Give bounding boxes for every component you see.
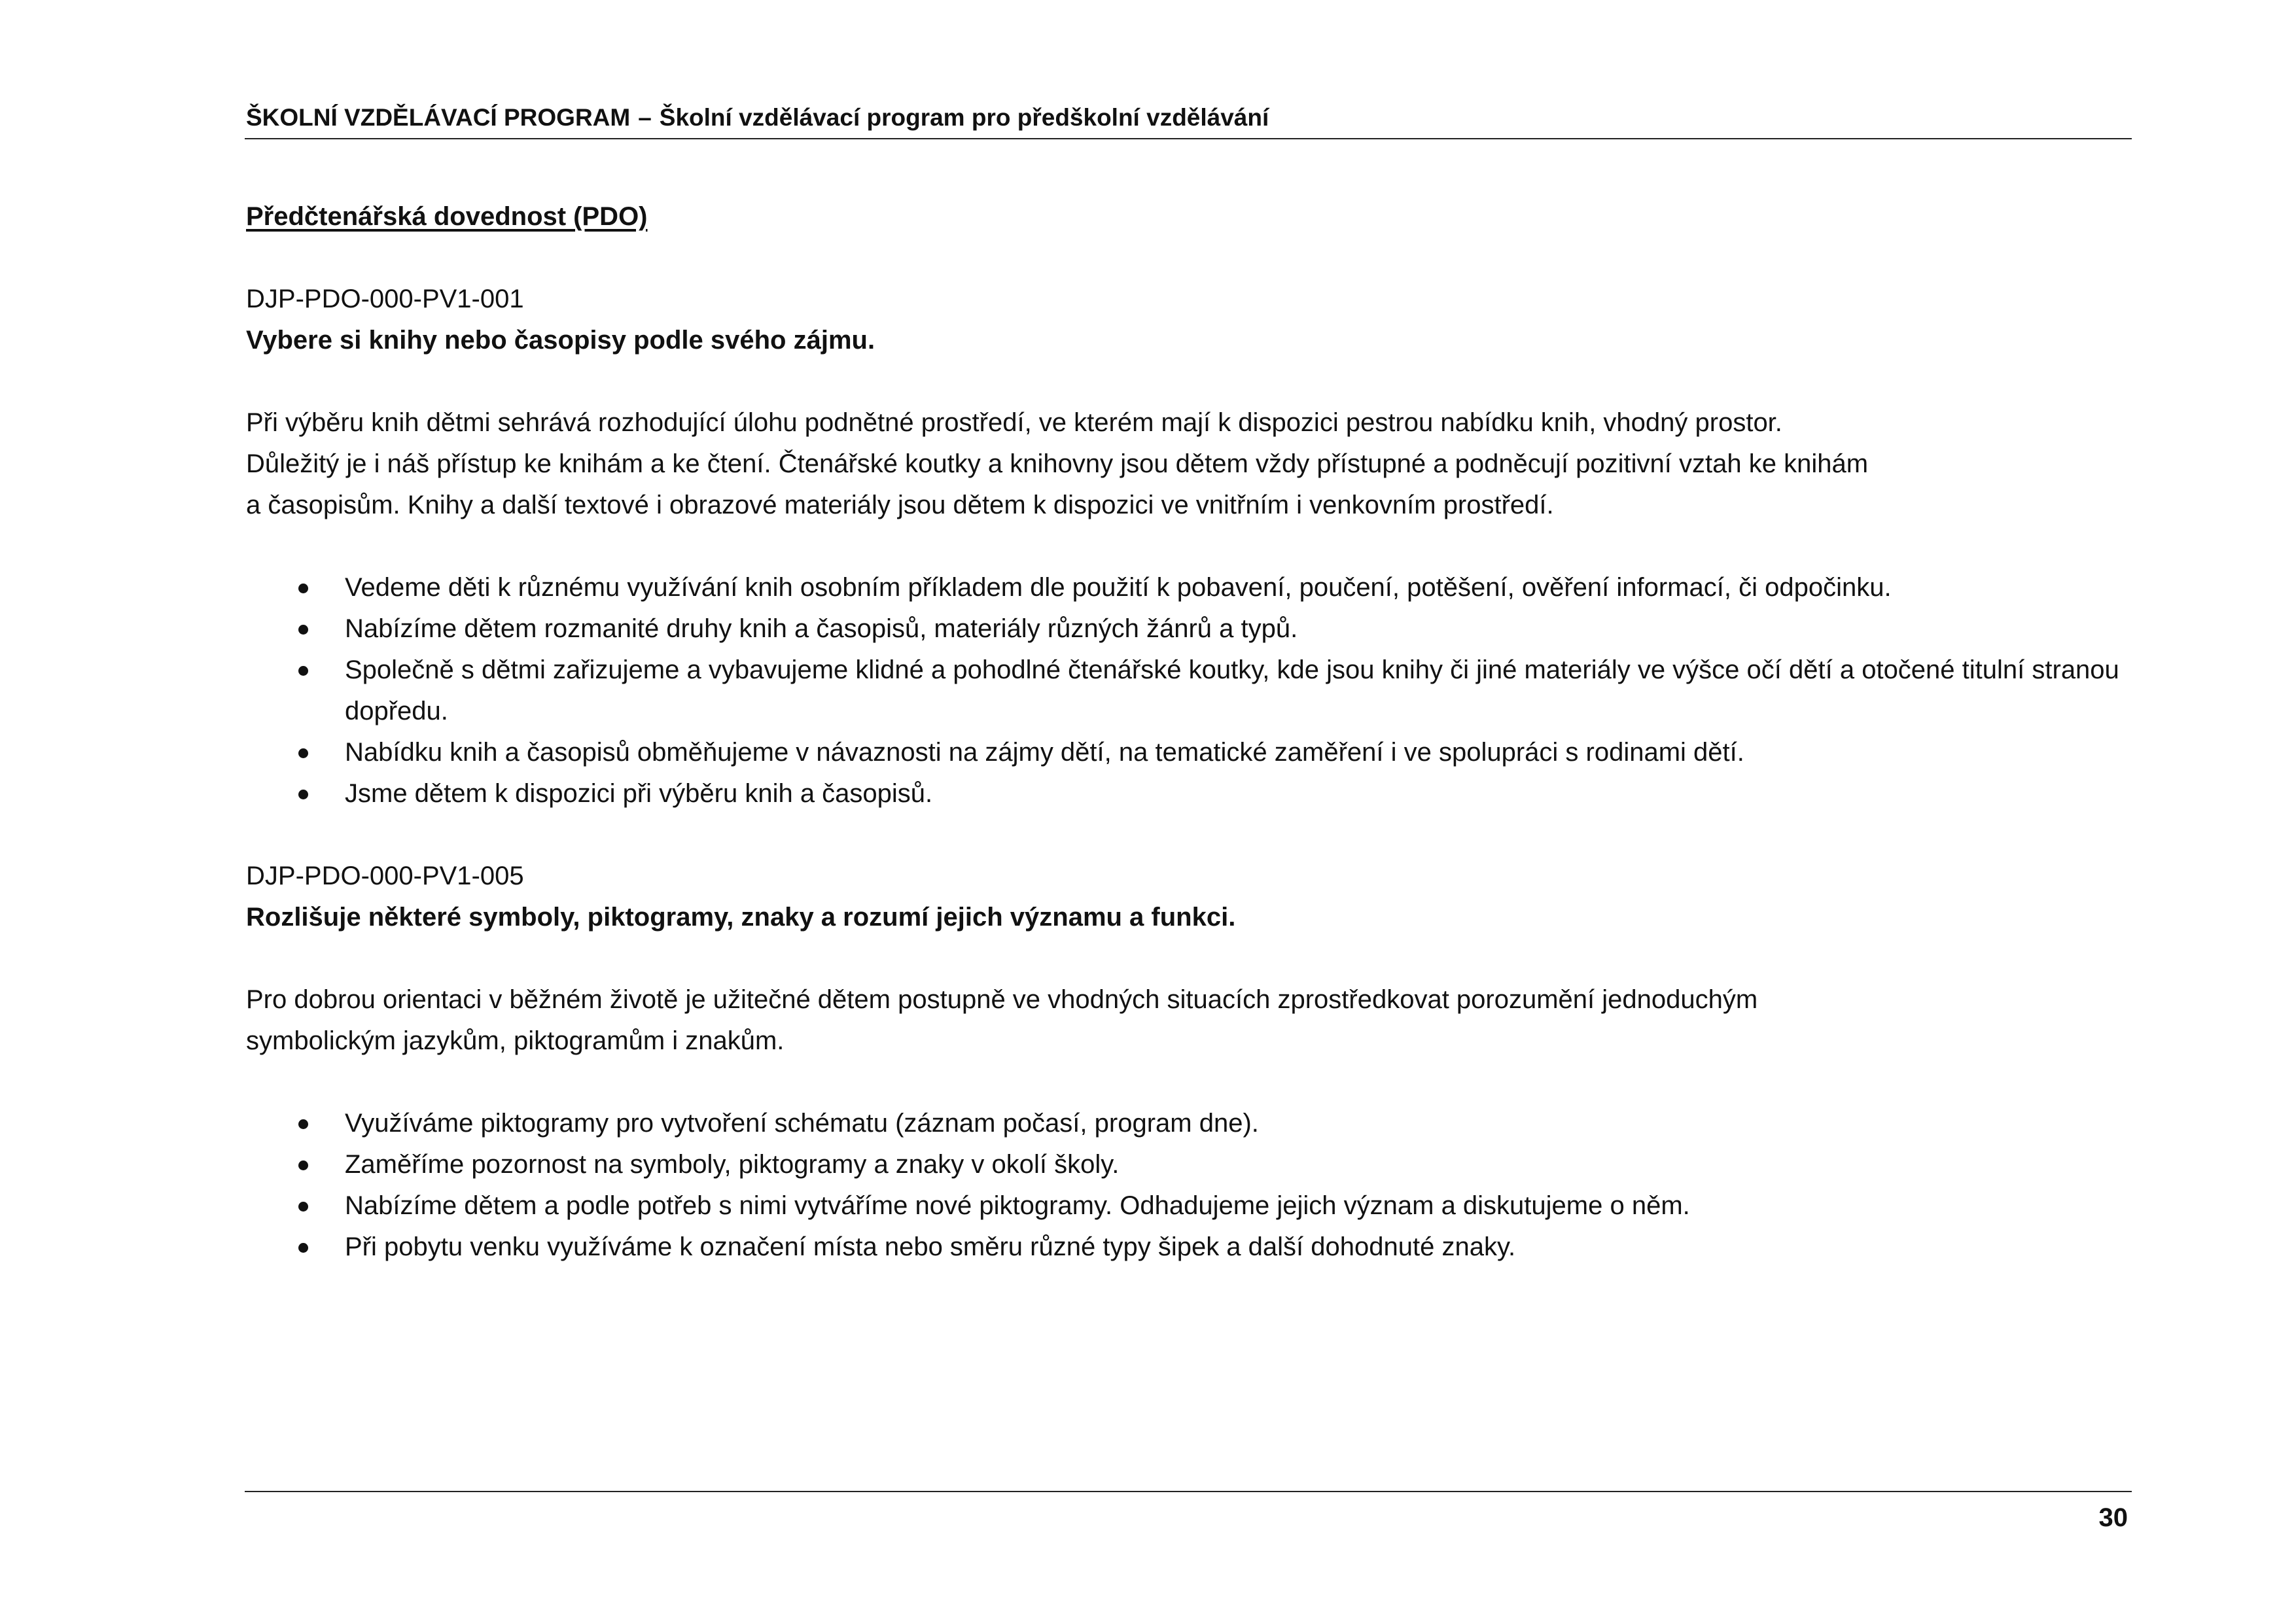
list-item-text: Nabídku knih a časopisů obměňujeme v návaznosti na zájmy dětí, na tematické zaměření i ve spolupráci s rodinami dětí. xyxy=(345,738,1744,767)
list-item xyxy=(246,1227,2130,1268)
section-title: Předčtenářská dovednost (PDO) xyxy=(246,202,648,231)
list-item xyxy=(246,1103,2130,1144)
outcome-paragraph xyxy=(246,402,2130,526)
footer-divider xyxy=(245,1491,2132,1492)
list-item-text: Jsme dětem k dispozici při výběru knih a časopisů. xyxy=(345,779,933,808)
paragraph-line: Pro dobrou orientaci v běžném životě je užitečné dětem postupně ve vhodných situacích zprostředkovat porozumění jednoduchým xyxy=(246,985,1758,1014)
bullet-icon xyxy=(298,1161,308,1170)
list-item-text: Nabízíme dětem a podle potřeb s nimi vytváříme nové piktogramy. Odhadujeme jejich význam a diskutujeme o něm. xyxy=(345,1191,1690,1220)
page-content xyxy=(246,196,2130,1268)
outcome-title: Rozlišuje některé symboly, piktogramy, znaky a rozumí jejich významu a funkci. xyxy=(246,903,1236,932)
outcome-block-2 xyxy=(246,856,2130,1268)
list-item-text: Společně s dětmi zařizujeme a vybavujeme klidné a pohodlné čtenářské koutky, kde jsou knihy či jiné materiály ve výšce očí dětí a otočené titulní stranou dopředu. xyxy=(345,655,2119,725)
bullet-icon xyxy=(298,1243,308,1253)
bullet-list xyxy=(246,567,2130,814)
page-header xyxy=(246,98,2130,137)
bullet-icon xyxy=(298,1119,308,1129)
list-item-text: Vedeme děti k různému využívání knih osobním příkladem dle použití k pobavení, poučení, potěšení, ověření informací, či odpočinku. xyxy=(345,573,1892,602)
bullet-icon xyxy=(298,666,308,676)
spacer xyxy=(246,938,2130,979)
bullet-icon xyxy=(298,1202,308,1212)
page-number: 30 xyxy=(2098,1503,2128,1532)
list-item-text: Zaměříme pozornost na symboly, piktogramy a znaky v okolí školy. xyxy=(345,1150,1120,1179)
spacer xyxy=(246,814,2130,856)
list-item xyxy=(246,650,2130,732)
outcome-code: DJP-PDO-000-PV1-005 xyxy=(246,862,524,890)
outcome-code: DJP-PDO-000-PV1-001 xyxy=(246,285,524,313)
header-program-name: Školní vzdělávací program pro předškolní vzdělávání xyxy=(659,104,1269,131)
bullet-icon xyxy=(298,748,308,758)
list-item xyxy=(246,608,2130,650)
list-item xyxy=(246,1185,2130,1227)
list-item-text: Nabízíme dětem rozmanité druhy knih a časopisů, materiály různých žánrů a typů. xyxy=(345,614,1298,643)
bullet-icon xyxy=(298,790,308,799)
spacer xyxy=(246,1062,2130,1103)
list-item xyxy=(246,567,2130,608)
outcome-paragraph xyxy=(246,979,2130,1062)
list-item-text: Při pobytu venku využíváme k označení místa nebo směru různé typy šipek a další dohodnuté znaky. xyxy=(345,1232,1516,1261)
bullet-icon xyxy=(298,584,308,593)
spacer xyxy=(246,526,2130,567)
paragraph-line: Při výběru knih dětmi sehrává rozhodující úlohu podnětné prostředí, ve kterém mají k dispozici pestrou nabídku knih, vhodný prostor. xyxy=(246,408,1782,437)
list-item xyxy=(246,732,2130,773)
paragraph-line: symbolickým jazykům, piktogramům i znakům. xyxy=(246,1026,785,1055)
outcome-title: Vybere si knihy nebo časopisy podle svého zájmu. xyxy=(246,326,875,355)
paragraph-line: a časopisům. Knihy a další textové i obrazové materiály jsou dětem k dispozici ve vnitřním i venkovním prostředí. xyxy=(246,491,1554,519)
list-item-text: Využíváme piktogramy pro vytvoření schématu (záznam počasí, program dne). xyxy=(345,1109,1259,1138)
list-item xyxy=(246,1144,2130,1185)
list-item xyxy=(246,773,2130,814)
bullet-icon xyxy=(298,625,308,635)
spacer xyxy=(246,237,2130,279)
header-program-label: ŠKOLNÍ VZDĚLÁVACÍ PROGRAM xyxy=(246,104,631,131)
outcome-block-1 xyxy=(246,279,2130,814)
header-separator: – xyxy=(638,104,652,131)
header-divider xyxy=(245,138,2132,139)
bullet-list xyxy=(246,1103,2130,1268)
paragraph-line: Důležitý je i náš přístup ke knihám a ke čtení. Čtenářské koutky a knihovny jsou dětem vždy přístupné a podněcují pozitivní vztah ke knihám xyxy=(246,449,1869,478)
spacer xyxy=(246,361,2130,402)
